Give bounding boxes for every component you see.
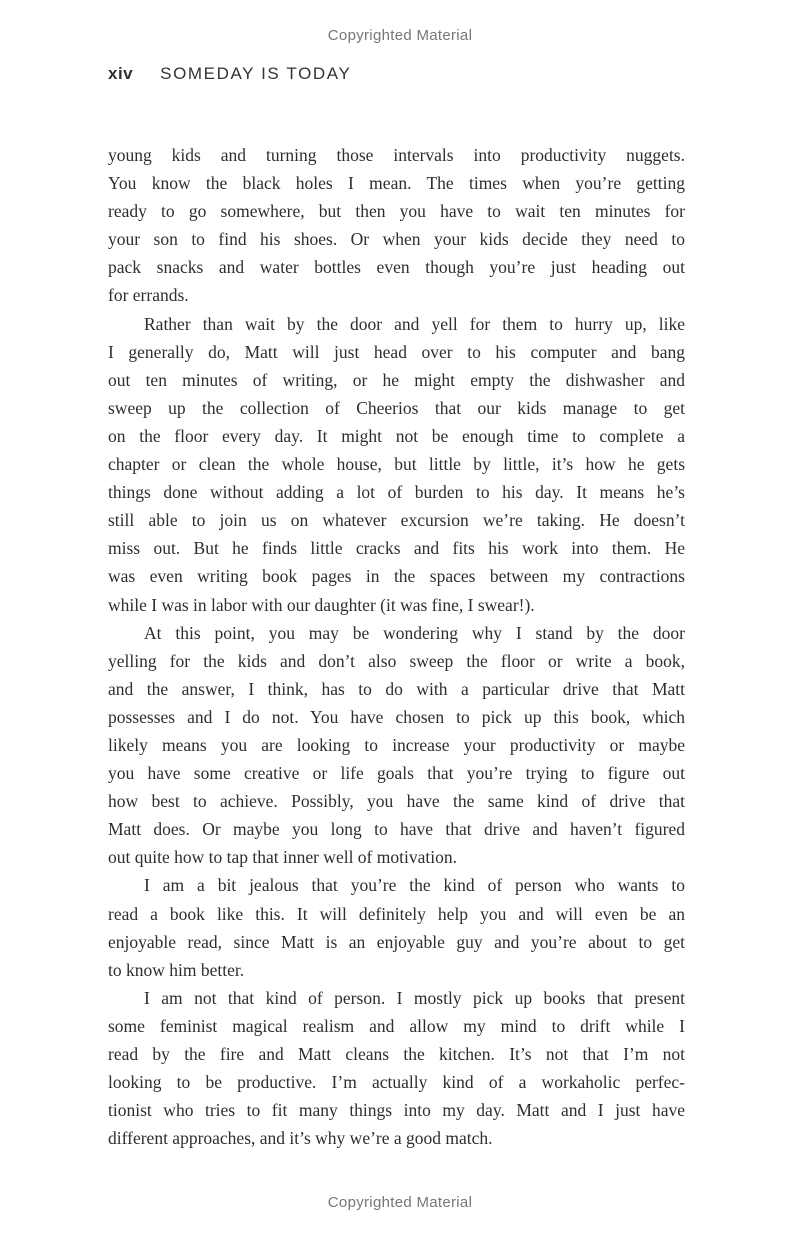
- text-line: while I was in labor with our daughter (it was fine, I swear!).: [108, 594, 535, 615]
- text-line: on the floor every day. It might not be enough time to complete a: [108, 425, 685, 446]
- page-number: xiv: [108, 64, 134, 83]
- text-line: read by the fire and Matt cleans the kitchen. It’s not that I’m not: [108, 1044, 685, 1064]
- copyright-watermark-top: Copyrighted Material: [327, 27, 473, 44]
- text-line: to know him better.: [108, 959, 245, 980]
- text-line: young kids and turning those intervals into productivity nuggets.: [108, 145, 685, 165]
- text-line: yelling for the kids and don’t also sweep the floor or write a book,: [108, 650, 685, 671]
- running-title: SOMEDAY IS TODAY: [160, 64, 352, 83]
- text-line: some feminist magical realism and allow my mind to drift while I: [108, 1015, 685, 1036]
- text-line: out quite how to tap that inner well of motivation.: [108, 847, 457, 868]
- text-line: possesses and I do not. You have chosen to pick up this book, which: [108, 706, 685, 727]
- text-line: At this point, you may be wondering why I stand by the door: [144, 622, 685, 643]
- text-line: likely means you are looking to increase your productivity or maybe: [108, 734, 685, 755]
- text-line: was even writing book pages in the spaces between my contractions: [108, 566, 685, 587]
- text-line: your son to find his shoes. Or when your kids decide they need to: [108, 229, 685, 250]
- text-line: you have some creative or life goals that you’re trying to figure out: [108, 763, 685, 784]
- text-line: for errands.: [108, 285, 189, 306]
- text-line: I generally do, Matt will just head over to his computer and bang: [108, 341, 685, 362]
- text-line: Matt does. Or maybe you long to have that drive and haven’t figured: [108, 819, 685, 840]
- text-line: and the answer, I think, has to do with a particular drive that Matt: [108, 678, 685, 699]
- text-line: miss out. But he finds little cracks and fits his work into them. He: [108, 538, 685, 559]
- text-line: chapter or clean the whole house, but little by little, it’s how he gets: [108, 454, 685, 475]
- text-line: ready to go somewhere, but then you have to wait ten minutes for: [108, 201, 685, 222]
- text-line: how best to achieve. Possibly, you have the same kind of drive that: [108, 791, 685, 812]
- running-header: [108, 64, 692, 84]
- text-line: You know the black holes I mean. The times when you’re getting: [108, 173, 685, 194]
- text-line: different approaches, and it’s why we’re a good match.: [108, 1128, 493, 1149]
- text-line: Rather than wait by the door and yell for them to hurry up, like: [144, 313, 685, 334]
- text-line: enjoyable read, since Matt is an enjoyable guy and you’re about to get: [108, 931, 685, 952]
- text-line: read a book like this. It will definitely help you and will even be an: [108, 903, 685, 924]
- copyright-watermark-bottom: Copyrighted Material: [327, 1194, 473, 1211]
- text-line: I am not that kind of person. I mostly pick up books that present: [144, 987, 685, 1008]
- text-line: tionist who tries to fit many things into my day. Matt and I just have: [108, 1100, 685, 1121]
- text-line: sweep up the collection of Cheerios that our kids manage to get: [108, 397, 685, 418]
- page-body: [108, 141, 685, 1152]
- text-line: out ten minutes of writing, or he might empty the dishwasher and: [108, 369, 685, 390]
- text-line: still able to join us on whatever excursion we’re taking. He doesn’t: [108, 510, 685, 531]
- text-line: I am a bit jealous that you’re the kind of person who wants to: [144, 875, 685, 896]
- text-line: looking to be productive. I’m actually kind of a workaholic perfec-: [108, 1072, 685, 1093]
- text-line: things done without adding a lot of burden to his day. It means he’s: [108, 482, 685, 503]
- text-line: pack snacks and water bottles even though you’re just heading out: [108, 257, 685, 278]
